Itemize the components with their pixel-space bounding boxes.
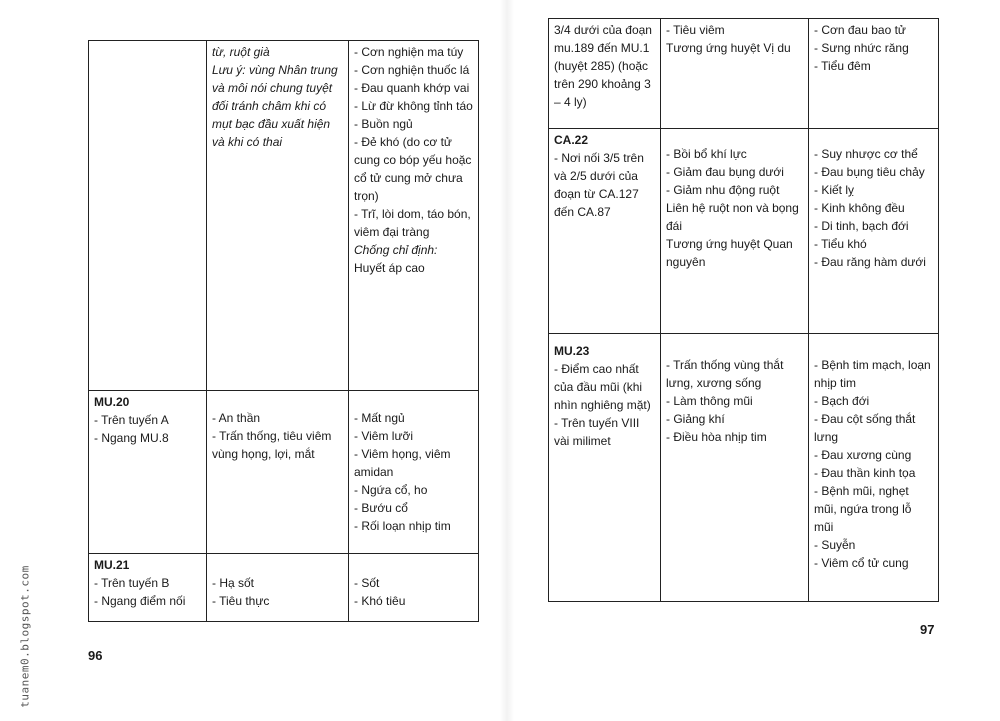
point-code: CA.22 — [554, 133, 589, 147]
text-line: - Suyễn — [814, 538, 856, 552]
point-location-cell — [549, 334, 661, 602]
left-page-table — [88, 40, 479, 622]
text-line: - Nơi nối 3/5 trên và 2/5 dưới của đoạn từ CA.127 đến CA.87 — [554, 151, 644, 219]
text-line: - Ngứa cổ, ho — [354, 483, 428, 497]
point-location-cell — [549, 19, 661, 129]
text-line: - Điểm cao nhất của đầu mũi (khi nhìn nghiêng mặt) — [554, 362, 651, 412]
text-line: - Bạch đới — [814, 394, 870, 408]
text-line: Huyết áp cao — [354, 261, 425, 275]
text-line: - Tiêu viêm — [666, 23, 725, 37]
text-line: - Sốt — [354, 576, 380, 590]
text-line: - Trĩ, lòi dom, táo bón, viêm đại tràng — [354, 207, 471, 239]
text-line: Lưu ý: vùng Nhân trung và môi nói chung tuyệt đối tránh châm khi có mụt bạc đầu xuất hiện và khi có thai — [212, 63, 338, 149]
text-line: - Đẻ khó (do cơ tử cung co bóp yếu hoặc cổ tử cung mở chưa trọn) — [354, 135, 472, 203]
text-line: - Kiết lỵ — [814, 183, 855, 197]
table-row — [89, 41, 479, 391]
watermark-text: tuanem0.blogspot.com — [18, 565, 32, 708]
text-line: từ, ruột già — [212, 45, 270, 59]
text-line: - Khó tiêu — [354, 594, 406, 608]
indication-cell — [349, 391, 479, 554]
text-line: - Di tinh, bạch đới — [814, 219, 909, 233]
text-line: - Đau răng hàm dưới — [814, 255, 926, 269]
text-line: - Đau bụng tiêu chảy — [814, 165, 925, 179]
point-location-cell — [549, 129, 661, 334]
text-line: - Giảm đau bụng dưới — [666, 165, 784, 179]
text-line: - Bệnh tim mạch, loạn nhịp tim — [814, 358, 931, 390]
text-line: - An thần — [212, 411, 261, 425]
point-location-cell — [89, 41, 207, 391]
point-effect-cell — [661, 19, 809, 129]
point-code: MU.20 — [94, 395, 130, 409]
text-line: - Viêm lưỡi — [354, 429, 414, 443]
text-line: - Cơn nghiện thuốc lá — [354, 63, 470, 77]
text-line: - Đau quanh khớp vai — [354, 81, 470, 95]
text-line: 3/4 dưới của đoạn mu.189 đến MU.1 (huyệt 285) (hoặc trên 290 khoảng 3 – 4 ly) — [554, 23, 652, 109]
text-line: - Kinh không đều — [814, 201, 905, 215]
text-line: - Lừ đừ không tỉnh táo — [354, 99, 473, 113]
text-line: - Trên tuyến B — [94, 576, 170, 590]
page-crease — [500, 0, 514, 721]
indication-cell — [349, 554, 479, 622]
text-line: - Trên tuyến A — [94, 413, 169, 427]
table-row — [89, 554, 479, 622]
indication-cell — [349, 41, 479, 391]
point-code: MU.23 — [554, 344, 590, 358]
text-line: - Suy nhược cơ thể — [814, 147, 918, 161]
text-line: - Điều hòa nhịp tim — [666, 430, 767, 444]
text-line: Tương ứng huyệt Quan nguyên — [666, 237, 793, 269]
text-line: - Hạ sốt — [212, 576, 255, 590]
indication-cell — [809, 334, 939, 602]
point-effect-cell — [207, 391, 349, 554]
text-line: - Trên tuyến VIII vài milimet — [554, 416, 640, 448]
text-line: - Sưng nhức răng — [814, 41, 909, 55]
table-row — [549, 129, 939, 334]
point-effect-cell — [661, 334, 809, 602]
text-line: - Bồi bổ khí lực — [666, 147, 747, 161]
page-number: 97 — [920, 622, 935, 637]
text-line: - Ngang điểm nối — [94, 594, 186, 608]
text-line: - Cơn nghiện ma túy — [354, 45, 464, 59]
text-line: - Cơn đau bao tử — [814, 23, 906, 37]
indication-cell — [809, 19, 939, 129]
point-location-cell — [89, 554, 207, 622]
text-line: Tương ứng huyệt Vị du — [666, 41, 791, 55]
text-line: - Buồn ngủ — [354, 117, 413, 131]
text-line: - Mất ngủ — [354, 411, 405, 425]
text-line: - Tiểu khó — [814, 237, 867, 251]
text-line: - Giảng khí — [666, 412, 725, 426]
table-row — [549, 334, 939, 602]
table-row — [549, 19, 939, 129]
text-line: - Trấn thống, tiêu viêm vùng họng, lợi, mắt — [212, 429, 332, 461]
text-line: - Đau xương cùng — [814, 448, 912, 462]
point-code: MU.21 — [94, 558, 130, 572]
text-line: - Viêm cổ tử cung — [814, 556, 909, 570]
point-effect-cell — [207, 554, 349, 622]
right-page-table — [548, 18, 939, 602]
text-line: - Giảm nhu động ruột — [666, 183, 780, 197]
text-line: - Viêm họng, viêm amidan — [354, 447, 451, 479]
text-line: - Ngang MU.8 — [94, 431, 169, 445]
contraindication-label: Chống chỉ định: — [354, 243, 438, 257]
text-line: - Tiêu thực — [212, 594, 270, 608]
text-line: - Bướu cổ — [354, 501, 408, 515]
point-effect-cell — [661, 129, 809, 334]
point-location-cell — [89, 391, 207, 554]
text-line: Liên hệ ruột non và bọng đái — [666, 201, 799, 233]
text-line: - Trấn thống vùng thắt lưng, xương sống — [666, 358, 784, 390]
text-line: - Đau cột sống thắt lưng — [814, 412, 916, 444]
text-line: - Đau thần kinh tọa — [814, 466, 916, 480]
text-line: - Rối loạn nhịp tim — [354, 519, 451, 533]
text-line: - Tiểu đêm — [814, 59, 871, 73]
table-row — [89, 391, 479, 554]
text-line: - Bệnh mũi, nghẹt mũi, ngứa trong lỗ mũi — [814, 484, 912, 534]
text-line: - Làm thông mũi — [666, 394, 753, 408]
indication-cell — [809, 129, 939, 334]
point-effect-cell — [207, 41, 349, 391]
page-number: 96 — [88, 648, 103, 663]
